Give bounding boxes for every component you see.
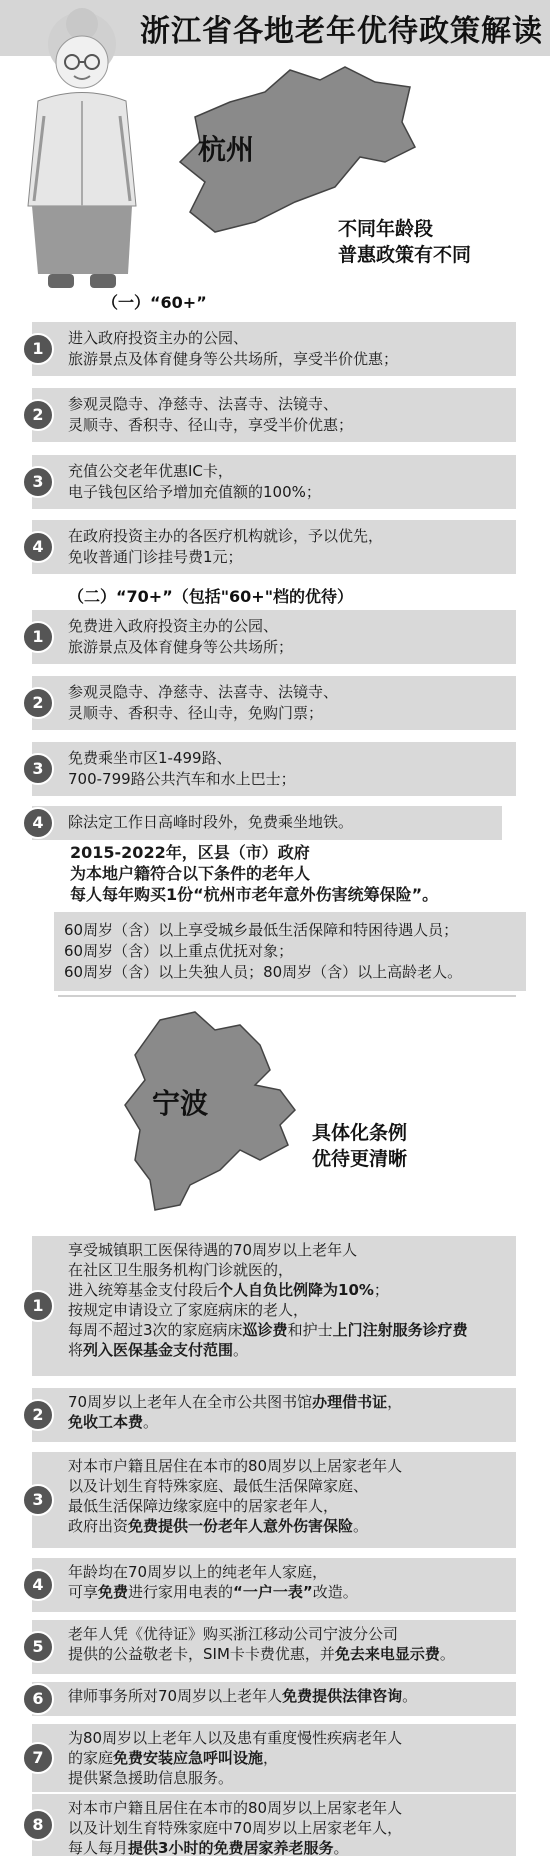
insurance-heading-line: 2015-2022年，区县（市）政府 xyxy=(70,843,310,862)
insurance-line: 60周岁（含）以上失独人员；80周岁（含）以上高龄老人。 xyxy=(64,963,463,981)
item-line: 700-799路公共汽车和水上巴士； xyxy=(68,770,296,788)
highlight-text: 巡诊费 xyxy=(242,1321,288,1339)
item-text: 政府出资 xyxy=(68,1517,129,1535)
item-number: 2 xyxy=(22,399,54,431)
item-line: 旅游景点及体育健身等公共场所； xyxy=(68,638,294,656)
insurance-heading xyxy=(70,842,510,905)
section-70-title: （二）“70+”（包括"60+"档的优待） xyxy=(68,587,354,606)
insurance-conditions xyxy=(54,912,526,991)
divider xyxy=(58,995,516,997)
item-text: 提供的公益敬老卡，SIM卡卡费优惠，并 xyxy=(68,1645,335,1663)
item-text: 70周岁以上老年人在全市公共图书馆 xyxy=(68,1393,313,1411)
hz60-item-1 xyxy=(32,322,516,376)
item-line xyxy=(68,1340,506,1360)
item-text: 。 xyxy=(439,1645,455,1663)
item-text: 。 xyxy=(233,1341,249,1359)
hz70-item-3 xyxy=(32,742,516,796)
item-line xyxy=(68,1624,506,1644)
item-line: 免费乘坐市区1-499路、 xyxy=(68,749,232,767)
highlight-text: 上门注射服务诊疗费 xyxy=(332,1321,468,1339)
item-line: 灵顺寺、香积寺、径山寺，享受半价优惠； xyxy=(68,416,354,434)
item-line xyxy=(68,1456,506,1476)
item-line xyxy=(68,1562,506,1582)
item-line xyxy=(68,1728,506,1748)
item-text: 。 xyxy=(143,1413,159,1431)
nb-item-8 xyxy=(32,1794,516,1856)
item-line xyxy=(68,1644,506,1664)
item-number: 4 xyxy=(22,531,54,563)
hz70-item-4 xyxy=(32,806,502,840)
item-line xyxy=(68,1412,506,1432)
item-text: 在社区卫生服务机构门诊就医的， xyxy=(68,1261,294,1279)
item-number: 3 xyxy=(22,753,54,785)
item-number: 1 xyxy=(22,1290,54,1322)
highlight-text: 免去来电显示费 xyxy=(334,1645,440,1663)
item-text: 享受城镇职工医保待遇的70周岁以上老年人 xyxy=(68,1241,358,1259)
hz60-item-4 xyxy=(32,520,516,574)
insurance-line: 60周岁（含）以上享受城乡最低生活保障和特困待遇人员； xyxy=(64,921,459,939)
item-text: 。 xyxy=(333,1839,349,1857)
item-text: 对本市户籍且居住在本市的80周岁以上居家老年人 xyxy=(68,1799,403,1817)
hz60-item-3 xyxy=(32,455,516,509)
item-line: 进入政府投资主办的公园、 xyxy=(68,329,249,347)
nb-item-2 xyxy=(32,1388,516,1442)
item-line: 充值公交老年优惠IC卡， xyxy=(68,462,233,480)
insurance-heading-line: 为本地户籍符合以下条件的老年人 xyxy=(70,864,311,883)
item-text: 以及计划生育特殊家庭中70周岁以上居家老年人， xyxy=(68,1819,403,1837)
highlight-text: 免费 xyxy=(98,1583,129,1601)
item-line: 灵顺寺、香积寺、径山寺，免购门票； xyxy=(68,704,324,722)
item-line: 免收普通门诊挂号费1元； xyxy=(68,548,243,566)
hz60-item-2 xyxy=(32,388,516,442)
item-line: 在政府投资主办的各医疗机构就诊，予以优先， xyxy=(68,527,384,545)
item-number: 3 xyxy=(22,466,54,498)
item-line xyxy=(68,1582,506,1602)
item-line xyxy=(68,1748,506,1768)
highlight-text: 列入医保基金支付范围 xyxy=(83,1341,234,1359)
item-line: 免费进入政府投资主办的公园、 xyxy=(68,617,279,635)
item-line xyxy=(68,1300,506,1320)
item-line xyxy=(68,1686,506,1706)
item-text: ， xyxy=(387,1393,403,1411)
ningbo-map xyxy=(120,1010,310,1215)
insurance-heading-line: 每人每年购买1份“杭州市老年意外伤害统筹保险”。 xyxy=(70,885,439,904)
ningbo-slogan xyxy=(312,1120,407,1172)
item-number: 5 xyxy=(22,1631,54,1663)
item-number: 2 xyxy=(22,687,54,719)
hangzhou-label: 杭州 xyxy=(198,133,255,166)
item-number: 8 xyxy=(22,1809,54,1841)
item-number: 1 xyxy=(22,621,54,653)
item-text: 最低生活保障边缘家庭中的居家老年人， xyxy=(68,1497,339,1515)
item-text: 每人每月 xyxy=(68,1839,129,1857)
item-line: 除法定工作日高峰时段外，免费乘坐地铁。 xyxy=(68,813,354,831)
item-text: 进入统筹基金支付段后 xyxy=(68,1281,219,1299)
item-text: 将 xyxy=(68,1341,84,1359)
item-line xyxy=(68,1240,506,1260)
nb-item-5 xyxy=(32,1620,516,1674)
item-line: 参观灵隐寺、净慈寺、法喜寺、法镜寺、 xyxy=(68,395,339,413)
item-text: ； xyxy=(373,1281,389,1299)
item-text: 改造。 xyxy=(312,1583,358,1601)
item-line xyxy=(68,1818,506,1838)
item-text: 以及计划生育特殊家庭、最低生活保障家庭、 xyxy=(68,1477,369,1495)
page-title: 浙江省各地老年优待政策解读 xyxy=(140,14,543,49)
item-line xyxy=(68,1476,506,1496)
hz70-item-1 xyxy=(32,610,516,664)
nb-item-1 xyxy=(32,1236,516,1376)
hangzhou-slogan xyxy=(338,216,471,268)
item-line xyxy=(68,1320,506,1340)
highlight-text: 免费安装应急呼叫设施 xyxy=(113,1749,264,1767)
highlight-text: 办理借书证 xyxy=(312,1393,388,1411)
grandma-illustration xyxy=(8,6,158,296)
item-number: 6 xyxy=(22,1683,54,1715)
item-text: 按规定申请设立了家庭病床的老人， xyxy=(68,1301,309,1319)
highlight-text: 免收工本费 xyxy=(68,1413,144,1431)
item-number: 4 xyxy=(22,807,54,839)
item-line xyxy=(68,1516,506,1536)
item-text: 提供紧急援助信息服务。 xyxy=(68,1769,234,1787)
item-line xyxy=(68,1838,506,1858)
item-text: 。 xyxy=(353,1517,369,1535)
item-text: 进行家用电表的 xyxy=(128,1583,234,1601)
item-line xyxy=(68,1768,506,1788)
highlight-text: 免费提供法律咨询 xyxy=(282,1687,403,1705)
item-number: 1 xyxy=(22,333,54,365)
nb-item-7 xyxy=(32,1724,516,1792)
highlight-text: 提供3小时的免费居家养老服务 xyxy=(128,1839,334,1857)
item-number: 7 xyxy=(22,1742,54,1774)
item-number: 3 xyxy=(22,1484,54,1516)
item-text: 可享 xyxy=(68,1583,99,1601)
item-line xyxy=(68,1280,506,1300)
hz70-item-2 xyxy=(32,676,516,730)
insurance-line: 60周岁（含）以上重点优抚对象； xyxy=(64,942,294,960)
section-60-title: （一）“60+” xyxy=(102,293,207,312)
item-text: 对本市户籍且居住在本市的80周岁以上居家老年人 xyxy=(68,1457,403,1475)
item-text: 。 xyxy=(402,1687,418,1705)
item-text: 为80周岁以上老年人以及患有重度慢性疾病老年人 xyxy=(68,1729,403,1747)
ningbo-slogan-line2: 优待更清晰 xyxy=(312,1148,408,1170)
item-text: ， xyxy=(263,1749,279,1767)
item-number: 2 xyxy=(22,1399,54,1431)
item-text: 和护士 xyxy=(287,1321,333,1339)
nb-item-6 xyxy=(32,1682,516,1716)
item-line: 旅游景点及体育健身等公共场所，享受半价优惠； xyxy=(68,350,399,368)
item-line xyxy=(68,1260,506,1280)
highlight-text: 个人自负比例降为10% xyxy=(218,1281,374,1299)
item-number: 4 xyxy=(22,1569,54,1601)
item-text: 律师事务所对70周岁以上老年人 xyxy=(68,1687,283,1705)
ningbo-label: 宁波 xyxy=(152,1087,209,1120)
item-text: 年龄均在70周岁以上的纯老年人家庭， xyxy=(68,1563,328,1581)
item-line xyxy=(68,1798,506,1818)
item-line xyxy=(68,1392,506,1412)
hangzhou-slogan-line1: 不同年龄段 xyxy=(338,218,434,240)
nb-item-4 xyxy=(32,1558,516,1612)
item-text: 的家庭 xyxy=(68,1749,114,1767)
item-text: 老年人凭《优待证》购买浙江移动公司宁波分公司 xyxy=(68,1625,399,1643)
item-line: 参观灵隐寺、净慈寺、法喜寺、法镜寺、 xyxy=(68,683,339,701)
ningbo-slogan-line1: 具体化条例 xyxy=(312,1122,408,1144)
item-line: 电子钱包区给予增加充值额的100%； xyxy=(68,483,321,501)
highlight-text: “一户一表” xyxy=(233,1583,313,1601)
highlight-text: 免费提供一份老年人意外伤害保险 xyxy=(128,1517,354,1535)
nb-item-3 xyxy=(32,1452,516,1548)
item-line xyxy=(68,1496,506,1516)
hangzhou-slogan-line2: 普惠政策有不同 xyxy=(338,244,472,266)
item-text: 每周不超过3次的家庭病床 xyxy=(68,1321,243,1339)
